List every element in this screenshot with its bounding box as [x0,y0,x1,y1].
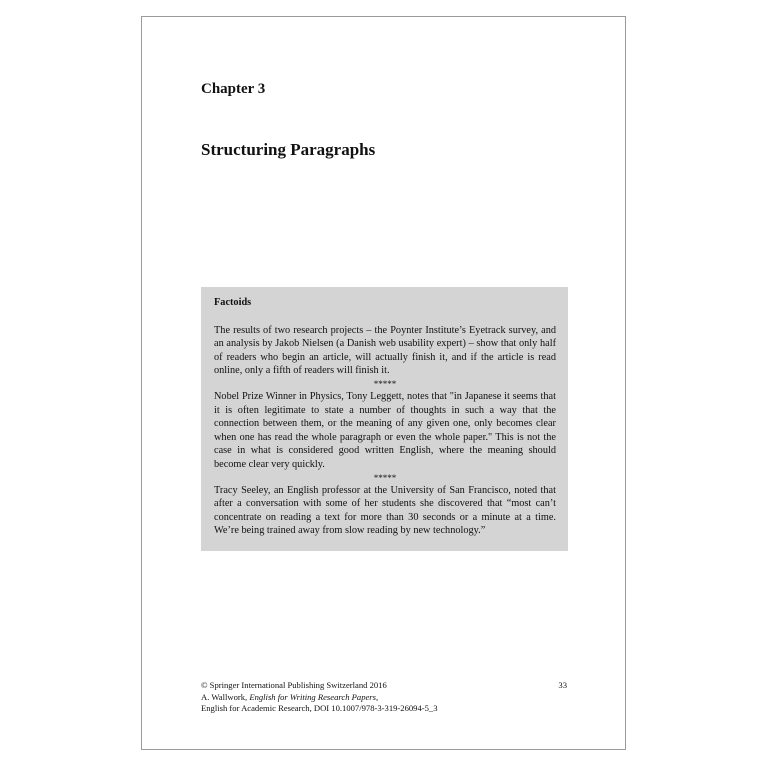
series-doi-line: English for Academic Research, DOI 10.1007/978-3-319-26094-5_3 [201,703,438,713]
chapter-title: Structuring Paragraphs [201,140,376,159]
factoid-separator-1: ***** [373,378,397,389]
factoid-paragraph-3: Tracy Seeley, an English professor at the University of San Francisco, noted that after a conversation with some of her students she discovered that “most can’t concentrate on reading a text for more than 30 seconds or a minute at a time. We’re being trained away from slow reading by new technology.” [214,484,556,537]
factoids-box [201,287,568,551]
page-number: 33 [558,680,567,690]
page-footer [201,680,573,715]
citation-line [201,692,573,704]
factoids-heading: Factoids [214,297,252,308]
author-name: A. Wallwork, [201,691,248,702]
book-title: English for Writing Research Papers, [249,691,379,702]
chapter-label: Chapter 3 [201,81,266,97]
factoid-paragraph-2: Nobel Prize Winner in Physics, Tony Leggett, notes that "in Japanese it seems that it is often legitimate to state a number of thoughts in such a way that the connection between them, or the meaning of any given one, only becomes clear when one has read the whole paragraph or even the whole paper." This is not the case in what is considered good written English, where the meaning should become clear very quickly. [214,390,556,470]
factoid-paragraph-1: The results of two research projects – the Poynter Institute’s Eyetrack survey, and an analysis by Jakob Nielsen (a Danish web usability expert) – show that only half of readers who begin an article, will actually finish it, and if the article is read online, only a fifth of readers will finish it. [214,324,556,377]
book-page [141,16,626,750]
copyright-line: © Springer International Publishing Switzerland 2016 [201,680,387,690]
factoid-separator-2: ***** [373,472,397,483]
